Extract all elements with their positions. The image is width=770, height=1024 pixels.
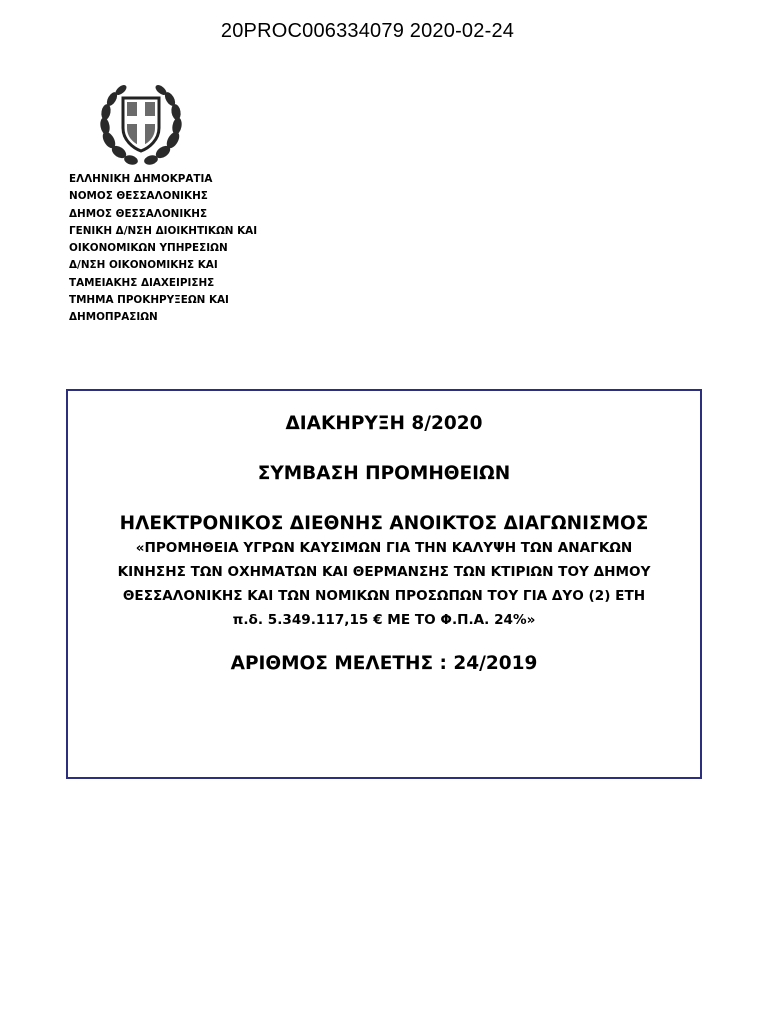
- authority-line: Δ/ΝΣΗ ΟΙΚΟΝΟΜΙΚΗΣ ΚΑΙ: [69, 259, 218, 272]
- study-number: ΑΡΙΘΜΟΣ ΜΕΛΕΤΗΣ : 24/2019: [230, 653, 538, 674]
- greek-coat-of-arms-icon: [95, 78, 187, 170]
- authority-line: ΔΗΜΟΠΡΑΣΙΩΝ: [69, 311, 158, 324]
- subject-line: π.δ. 5.349.117,15 € ΜΕ ΤΟ Φ.Π.Α. 24%»: [232, 612, 536, 628]
- authority-line: ΤΑΜΕΙΑΚΗΣ ΔΙΑΧΕΙΡΙΣΗΣ: [69, 276, 215, 289]
- contract-type: ΣΥΜΒΑΣΗ ΠΡΟΜΗΘΕΙΩΝ: [257, 463, 511, 484]
- authority-line: ΟΙΚΟΝΟΜΙΚΩΝ ΥΠΗΡΕΣΙΩΝ: [69, 242, 228, 255]
- issuing-authority-block: [69, 171, 257, 327]
- authority-line: ΔΗΜΟΣ ΘΕΣΣΑΛΟΝΙΚΗΣ: [69, 207, 208, 220]
- authority-line: ΤΜΗΜΑ ΠΡΟΚΗΡΥΞΕΩΝ ΚΑΙ: [69, 294, 229, 307]
- authority-line: ΕΛΛΗΝΙΚΗ ΔΗΜΟΚΡΑΤΙΑ: [69, 173, 213, 185]
- subject-line: ΚΙΝΗΣΗΣ ΤΩΝ ΟΧΗΜΑΤΩΝ ΚΑΙ ΘΕΡΜΑΝΣΗΣ ΤΩΝ ΚΤΙΡΙΩΝ ΤΟΥ ΔΗΜΟΥ: [117, 564, 651, 580]
- notice-title: ΔΙΑΚΗΡΥΞΗ 8/2020: [285, 413, 483, 434]
- document-id: 20PROC006334079 2020-02-24: [220, 20, 515, 42]
- authority-line: ΝΟΜΟΣ ΘΕΣΣΑΛΟΝΙΚΗΣ: [69, 190, 208, 203]
- notice-frame: [66, 389, 702, 779]
- subject-line: ΘΕΣΣΑΛΟΝΙΚΗΣ ΚΑΙ ΤΩΝ ΝΟΜΙΚΩΝ ΠΡΟΣΩΠΩΝ ΤΟΥ ΓΙΑ ΔΥΟ (2) ΕΤΗ: [122, 588, 646, 604]
- procedure-type: ΗΛΕΚΤΡΟΝΙΚΟΣ ΔΙΕΘΝΗΣ ΑΝΟΙΚΤΟΣ ΔΙΑΓΩΝΙΣΜΟΣ: [119, 513, 649, 534]
- subject-line: «ΠΡΟΜΗΘΕΙΑ ΥΓΡΩΝ ΚΑΥΣΙΜΩΝ ΓΙΑ ΤΗΝ ΚΑΛΥΨΗ ΤΩΝ ΑΝΑΓΚΩΝ: [135, 540, 633, 556]
- authority-line: ΓΕΝΙΚΗ Δ/ΝΣΗ ΔΙΟΙΚΗΤΙΚΩΝ ΚΑΙ: [69, 224, 258, 237]
